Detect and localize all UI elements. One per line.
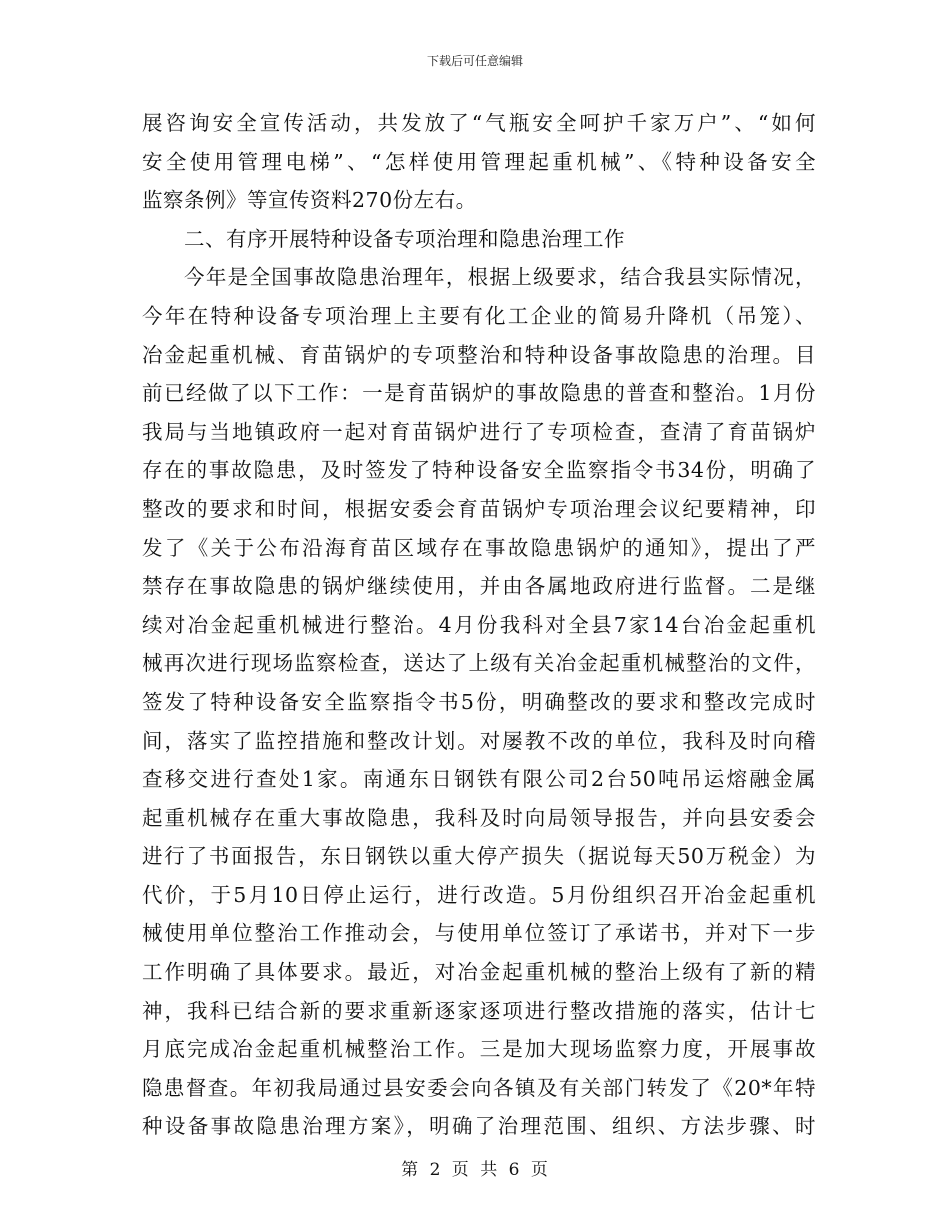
page-number-footer: 第 2 页 共 6 页 [401,1160,549,1180]
paragraph-line: 发了《关于公布沿海育苗区域存在事故隐患锅炉的通知》，提出了严 [142,535,816,560]
paragraph-line: 前已经做了以下工作：一是育苗锅炉的事故隐患的普查和整治。1月份 [142,381,816,406]
paragraph-line: 工作明确了具体要求。最近，对冶金起重机械的整治上级有了新的精 [142,960,816,985]
section-heading: 二、有序开展特种设备专项治理和隐患治理工作 [184,226,625,251]
paragraph-line: 械再次进行现场监察检查，送达了上级有关冶金起重机械整治的文件， [142,651,816,676]
paragraph-line: 神，我科已结合新的要求重新逐家逐项进行整改措施的落实，估计七 [142,998,816,1023]
paragraph-line: 今年在特种设备专项治理上主要有化工企业的简易升降机（吊笼）、 [142,303,816,328]
paragraph-line: 监察条例》等宣传资料270份左右。 [142,188,477,213]
paragraph-line: 今年是全国事故隐患治理年，根据上级要求，结合我县实际情况， [184,265,816,290]
paragraph-line: 签发了特种设备安全监察指令书5份，明确整改的要求和整改完成时 [142,689,816,714]
paragraph-line: 种设备事故隐患治理方案》，明确了治理范围、组织、方法步骤、时 [142,1114,816,1139]
paragraph-line: 我局与当地镇政府一起对育苗锅炉进行了专项检查，查清了育苗锅炉 [142,419,816,444]
paragraph-line: 存在的事故隐患，及时签发了特种设备安全监察指令书34份，明确了 [142,458,816,483]
paragraph-line: 械使用单位整治工作推动会，与使用单位签订了承诺书，并对下一步 [142,921,816,946]
document-body [142,104,816,1146]
paragraph-line: 隐患督查。年初我局通过县安委会向各镇及有关部门转发了《20*年特 [142,1075,816,1100]
paragraph-line: 间，落实了监控措施和整改计划。对屡教不改的单位，我科及时向稽 [142,728,816,753]
paragraph-line: 展咨询安全宣传活动，共发放了“气瓶安全呵护千家万户”、“如何 [142,111,816,135]
paragraph-line: 进行了书面报告，东日钢铁以重大停产损失（据说每天50万税金）为 [142,844,816,869]
page-header-note: 下载后可任意编辑 [426,54,523,68]
paragraph-line: 查移交进行查处1家。南通东日钢铁有限公司2台50吨吊运熔融金属 [142,767,816,792]
paragraph-line: 冶金起重机械、育苗锅炉的专项整治和特种设备事故隐患的治理。目 [142,342,816,367]
paragraph-line: 起重机械存在重大事故隐患，我科及时向局领导报告，并向县安委会 [142,805,816,830]
paragraph-line: 整改的要求和时间，根据安委会育苗锅炉专项治理会议纪要精神，印 [142,496,816,521]
paragraph-line: 安全使用管理电梯”、“怎样使用管理起重机械”、《特种设备安全 [142,149,816,174]
paragraph-line: 代价，于5月10日停止运行，进行改造。5月份组织召开冶金起重机 [142,882,816,907]
paragraph-line: 禁存在事故隐患的锅炉继续使用，并由各属地政府进行监督。二是继 [142,574,816,599]
paragraph-line: 月底完成冶金起重机械整治工作。三是加大现场监察力度，开展事故 [142,1037,816,1062]
paragraph-line: 续对冶金起重机械进行整治。4月份我科对全县7家14台冶金起重机 [142,612,816,637]
